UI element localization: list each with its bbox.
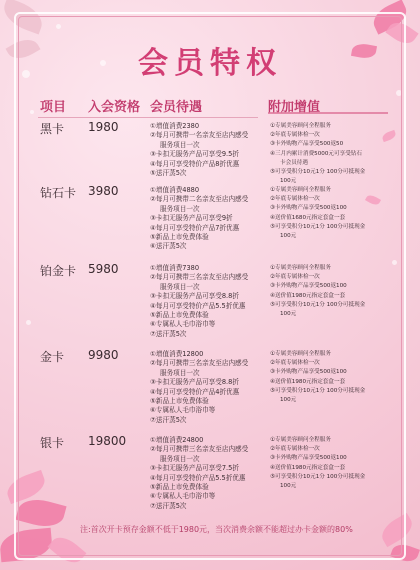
benefit-line: ③卡扣无服务产品可享受8.8折: [150, 378, 239, 387]
addon-line: ⑤可享受积分10元1分 100分可抵现金: [270, 169, 366, 176]
benefit-line: ①增值消费4880: [150, 186, 200, 194]
benefit-line: 服务项目一次: [160, 140, 200, 149]
benefit-line: ⑦送汗蒸5次: [150, 415, 187, 424]
card-name: 银卡: [40, 436, 65, 450]
addon-line: ①专属美容顾问全程服务: [270, 351, 331, 357]
benefit-line: ①增值消费7380: [150, 264, 200, 272]
benefit-line: ④每月可享受特价产品8折优惠: [150, 159, 240, 168]
card-benefits: [150, 264, 270, 339]
benefit-line: ③卡扣无服务产品可享受8.8折: [150, 292, 239, 301]
benefit-line: ⑥送汗蒸5次: [150, 242, 187, 251]
addon-line: 100元: [280, 397, 297, 404]
addon-line: ⑤可享受积分10元1分 100分可抵现金: [270, 301, 366, 308]
addon-line: ①专属美容顾问全程服务: [270, 265, 331, 271]
benefit-line: ⑤送汗蒸5次: [150, 169, 187, 178]
card-addons: [270, 264, 380, 319]
addon-line: ⑤可享受积分10元1分 100分可抵现金: [270, 387, 366, 394]
addon-line: ③卡外购物产品享受500返100: [270, 283, 347, 290]
card-price: 5980: [88, 262, 119, 276]
card-addons: [270, 122, 380, 186]
benefit-line: ④每月可享受特价产品5.5折优惠: [150, 301, 246, 310]
addon-line: ①专属美容顾问全程服务: [270, 123, 331, 129]
addon-line: ③卡外购物产品享受500返100: [270, 205, 347, 212]
addon-line: ④送价值1980元指定套盒一套: [270, 292, 346, 299]
card-name: 金卡: [40, 350, 65, 364]
card-benefits: [150, 350, 270, 425]
card-price: 9980: [88, 348, 119, 362]
addon-line: ①专属美容顾问全程服务: [270, 437, 331, 443]
header-addon: 附加增值: [268, 96, 388, 114]
addon-line: ④送价值1980元指定套盒一套: [270, 464, 346, 471]
header-item: 项目: [40, 100, 67, 115]
benefit-line: ①增值消费2380: [150, 122, 200, 130]
header-divider: [38, 117, 258, 118]
card-name: 铂金卡: [40, 264, 77, 278]
card-price: 19800: [88, 434, 127, 448]
benefit-line: ⑦送汗蒸5次: [150, 501, 187, 510]
addon-line: ④送价值1980元指定套盒一套: [270, 378, 346, 385]
benefit-line: ⑥专属私人毛巾浴巾等: [150, 492, 216, 501]
benefit-line: ①增值消费12800: [150, 350, 204, 358]
benefit-line: ④每月可享受特价产品5.5折优惠: [150, 473, 246, 482]
card-benefits: [150, 436, 270, 511]
card-addons: [270, 436, 380, 491]
card-benefits: [150, 122, 270, 178]
addon-line: 100元: [280, 311, 297, 318]
benefit-line: ⑦送汗蒸5次: [150, 329, 187, 338]
addon-line: ①专属美容顾问全程服务: [270, 187, 331, 193]
benefit-line: 服务项目一次: [160, 454, 200, 463]
benefit-line: ②每月可携带二名亲友至店内感受: [150, 195, 249, 204]
benefit-line: ③卡扣无服务产品可享受9折: [150, 214, 233, 223]
card-benefits: [150, 186, 270, 252]
addon-line: 卡会员待遇: [280, 159, 308, 166]
addon-line: ②年底专属体检一次: [270, 132, 320, 139]
benefit-line: ①增值消费24800: [150, 436, 204, 444]
benefit-line: ⑤新品上市免费体验: [150, 397, 209, 406]
benefit-line: ③卡扣无服务产品可享受7.5折: [150, 464, 239, 473]
benefit-line: ⑥专属私人毛巾浴巾等: [150, 406, 216, 415]
benefit-line: 服务项目一次: [160, 282, 200, 291]
addon-line: ③卡外购物产品享受500返100: [270, 369, 347, 376]
benefit-line: ⑤新品上市免费体验: [150, 311, 209, 320]
addon-line: ④送价值1680元指定套盒一套: [270, 214, 346, 221]
benefit-line: ⑥专属私人毛巾浴巾等: [150, 320, 216, 329]
addon-line: ③卡外购物产品享受500返50: [270, 141, 344, 148]
page-title: 会员特权: [138, 46, 282, 81]
benefit-line: ⑤新品上市免费体验: [150, 483, 209, 492]
addon-line: ②年底专属体检一次: [270, 196, 320, 203]
card-price: 1980: [88, 120, 119, 134]
benefit-line: ②每月可携带一名亲友至店内感受: [150, 131, 249, 140]
addon-line: ③卡外购物产品享受500返100: [270, 455, 347, 462]
header-fee: 入会资格: [88, 100, 141, 115]
addon-line: ②年底专属体检一次: [270, 360, 320, 367]
card-name: 钻石卡: [40, 186, 77, 200]
card-addons: [270, 186, 380, 241]
addon-line: ④三月内累计消费5000元可享受钻石: [270, 150, 362, 157]
benefit-line: ⑤新品上市免费体验: [150, 233, 209, 242]
addon-line: ②年底专属体检一次: [270, 274, 320, 281]
benefit-line: ②每月可携带三名亲友至店内感受: [150, 359, 249, 368]
footnote: 注:首次开卡预存金额不低于1980元，当次消费余额不能超过办卡金额的80%: [80, 525, 353, 534]
benefit-line: ④每月可享受特价产品4折优惠: [150, 387, 240, 396]
addon-line: ⑤可享受积分10元1分 100分可抵现金: [270, 223, 366, 230]
addon-line: ②年底专属体检一次: [270, 446, 320, 453]
benefit-line: ②每月可携带三名亲友至店内感受: [150, 273, 249, 282]
card-name: 黑卡: [40, 122, 65, 136]
addon-line: ⑤可享受积分10元1分 100分可抵现金: [270, 473, 366, 480]
header-benefits: 会员待遇: [150, 100, 203, 115]
addon-line: 100元: [280, 483, 297, 490]
benefit-line: ③卡扣无服务产品可享受9.5折: [150, 150, 239, 159]
benefit-line: 服务项目一次: [160, 368, 200, 377]
card-price: 3980: [88, 184, 119, 198]
benefit-line: 服务项目一次: [160, 204, 200, 213]
benefit-line: ④每月可享受特价产品7折优惠: [150, 223, 240, 232]
addon-line: 100元: [280, 233, 297, 240]
addon-line: 100元: [280, 178, 297, 185]
benefit-line: ②每月可携带三名亲友至店内感受: [150, 445, 249, 454]
card-addons: [270, 350, 380, 405]
